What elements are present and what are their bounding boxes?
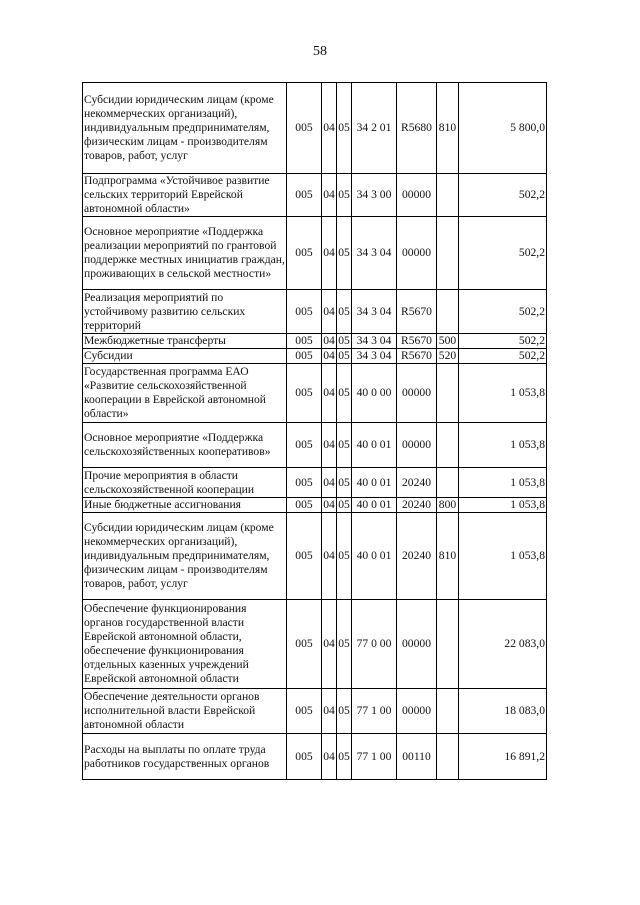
code-expense-type [437, 364, 459, 423]
code-direction: 00000 [397, 174, 437, 217]
code-ved: 005 [287, 364, 322, 423]
code-expense-type: 800 [437, 498, 459, 513]
code-direction: 00110 [397, 734, 437, 780]
table-row [83, 217, 547, 290]
code-subsection: 05 [337, 364, 352, 423]
code-subsection: 05 [338, 349, 350, 362]
code-direction: 00000 [397, 423, 437, 468]
table-row [83, 290, 547, 334]
code-expense-type [437, 689, 459, 734]
row-name: Основное мероприятие «Поддержка реализации мероприятий по грантовой поддержке местных инициатив граждан, проживающих в сельской местности» [83, 217, 287, 290]
table-row [83, 734, 547, 780]
row-name: Реализация мероприятий по устойчивому развитию сельских территорий [83, 290, 287, 334]
table-row [83, 364, 547, 423]
code-subsection: 05 [337, 734, 352, 780]
row-name: Государственная программа ЕАО «Развитие сельскохозяйственной кооперации в Еврейской автономной области» [83, 364, 287, 423]
code-expense-type [437, 217, 459, 290]
code-expense-type [437, 174, 459, 217]
amount: 18 083,0 [459, 689, 547, 734]
code-ved: 005 [287, 600, 322, 689]
code-expense-type: 520 [437, 349, 459, 364]
row-name: Основное мероприятие «Поддержка сельскохозяйственных кооперативов» [83, 423, 287, 468]
amount: 1 053,8 [459, 513, 547, 600]
code-expense-type: 810 [437, 83, 459, 174]
code-program: 34 3 04 [352, 290, 397, 334]
amount: 502,2 [459, 349, 547, 364]
code-section: 04 [322, 217, 337, 290]
code-subsection: 05 [337, 600, 352, 689]
table-row [83, 600, 547, 689]
code-expense-type [437, 468, 459, 498]
amount: 502,2 [459, 174, 547, 217]
table-row [83, 334, 547, 349]
amount: 22 083,0 [459, 600, 547, 689]
code-ved: 005 [287, 174, 322, 217]
row-name: Обеспечение функционирования органов государственной власти Еврейской автономной области, обеспечение функционирования отдельных казенных учреждений Еврейской автономной области [83, 600, 287, 689]
code-direction: 00000 [397, 689, 437, 734]
code-section: 04 [322, 364, 337, 423]
code-program: 34 3 04 [352, 334, 397, 349]
code-program: 34 2 01 [352, 83, 397, 174]
amount: 1 053,8 [459, 364, 547, 423]
code-section: 04 [322, 734, 337, 780]
code-program: 40 0 00 [352, 364, 397, 423]
code-section: 04 [322, 423, 337, 468]
row-name: Субсидии юридическим лицам (кроме некоммерческих организаций), индивидуальным предпринимателям, физическим лицам - производителям товаров, работ, услуг [83, 513, 287, 600]
code-program: 77 0 00 [352, 600, 397, 689]
amount: 5 800,0 [459, 83, 547, 174]
code-section: 04 [322, 513, 337, 600]
code-subsection: 05 [337, 689, 352, 734]
code-section: 04 [323, 498, 335, 511]
row-name: Прочие мероприятия в области сельскохозяйственной кооперации [83, 468, 287, 498]
code-program: 34 3 00 [352, 174, 397, 217]
code-subsection: 05 [337, 513, 352, 600]
amount: 1 053,8 [459, 468, 547, 498]
code-ved: 005 [287, 468, 322, 498]
table-row [83, 498, 547, 513]
table-row [83, 174, 547, 217]
code-program: 40 0 01 [352, 423, 397, 468]
code-direction: 00000 [397, 217, 437, 290]
row-name: Расходы на выплаты по оплате труда работников государственных органов [83, 734, 287, 780]
code-expense-type [437, 290, 459, 334]
code-direction: 00000 [397, 600, 437, 689]
table-row [83, 468, 547, 498]
row-name: Иные бюджетные ассигнования [83, 498, 287, 513]
row-name: Межбюджетные трансферты [83, 334, 287, 349]
table-row [83, 513, 547, 600]
amount: 16 891,2 [459, 734, 547, 780]
row-name: Субсидии [83, 349, 287, 364]
code-ved: 005 [287, 498, 322, 513]
code-section: 04 [322, 600, 337, 689]
code-program: 34 3 04 [352, 217, 397, 290]
table-row [83, 83, 547, 174]
amount: 1 053,8 [459, 423, 547, 468]
code-ved: 005 [287, 349, 322, 364]
code-section: 04 [322, 290, 337, 334]
table-row [83, 689, 547, 734]
code-direction: 20240 [397, 513, 437, 600]
row-name: Субсидии юридическим лицам (кроме некоммерческих организаций), индивидуальным предпринимателям, физическим лицам - производителям товаров, работ, услуг [83, 83, 287, 174]
table-row [83, 349, 547, 364]
code-program: 77 1 00 [352, 689, 397, 734]
code-program: 40 0 01 [352, 498, 397, 513]
code-section: 04 [322, 468, 337, 498]
code-program: 34 3 04 [352, 349, 397, 364]
code-direction: R5680 [397, 83, 437, 174]
code-ved: 005 [287, 423, 322, 468]
amount: 502,2 [459, 290, 547, 334]
code-ved: 005 [287, 290, 322, 334]
code-subsection: 05 [337, 290, 352, 334]
code-ved: 005 [287, 83, 322, 174]
code-ved: 005 [287, 217, 322, 290]
code-ved: 005 [287, 734, 322, 780]
code-expense-type [437, 600, 459, 689]
amount: 1 053,8 [459, 498, 547, 513]
code-ved: 005 [287, 513, 322, 600]
code-section: 04 [322, 689, 337, 734]
code-section: 04 [322, 83, 337, 174]
code-section: 04 [323, 349, 335, 362]
code-direction: R5670 [397, 290, 437, 334]
table-row [83, 423, 547, 468]
amount: 502,2 [459, 334, 547, 349]
code-direction: 20240 [397, 468, 437, 498]
code-ved: 005 [287, 334, 322, 349]
code-subsection: 05 [337, 174, 352, 217]
row-name: Обеспечение деятельности органов исполнительной власти Еврейской автономной области [83, 689, 287, 734]
code-expense-type [437, 734, 459, 780]
code-subsection: 05 [337, 423, 352, 468]
code-direction: 00000 [397, 364, 437, 423]
page-number: 58 [313, 44, 327, 59]
budget-table [82, 82, 547, 780]
code-direction: 20240 [397, 498, 437, 513]
row-name: Подпрограмма «Устойчивое развитие сельских территорий Еврейской автономной области» [83, 174, 287, 217]
code-subsection: 05 [338, 334, 350, 347]
code-expense-type: 810 [437, 513, 459, 600]
code-direction: R5670 [397, 349, 437, 364]
code-expense-type: 500 [437, 334, 459, 349]
code-subsection: 05 [337, 468, 352, 498]
code-subsection: 05 [338, 498, 350, 511]
code-section: 04 [323, 334, 335, 347]
code-subsection: 05 [337, 83, 352, 174]
code-direction: R5670 [397, 334, 437, 349]
code-subsection: 05 [337, 217, 352, 290]
code-program: 40 0 01 [352, 513, 397, 600]
code-ved: 005 [287, 689, 322, 734]
code-program: 40 0 01 [352, 468, 397, 498]
code-expense-type [437, 423, 459, 468]
amount: 502,2 [459, 217, 547, 290]
code-section: 04 [322, 174, 337, 217]
code-program: 77 1 00 [352, 734, 397, 780]
